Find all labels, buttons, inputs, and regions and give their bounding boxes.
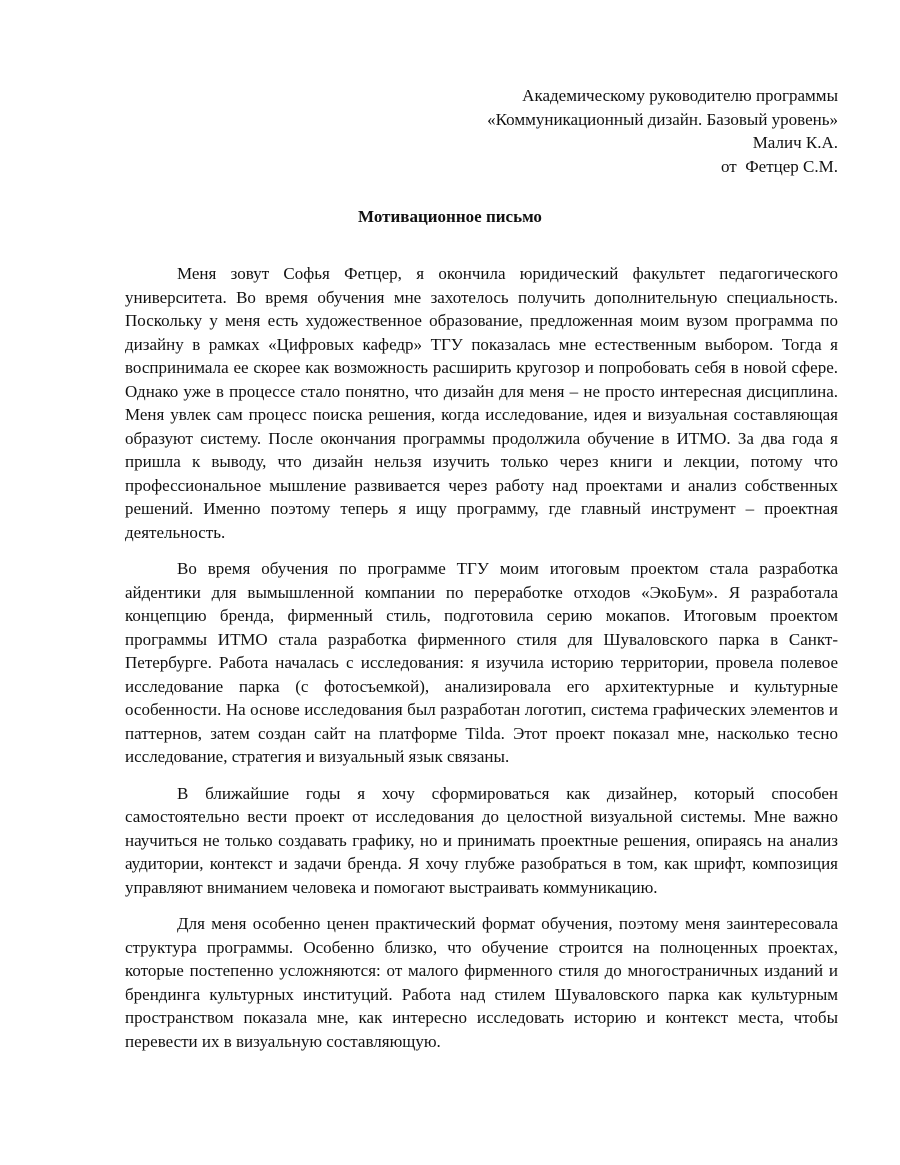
paragraph: Для меня особенно ценен практический формат обучения, поэтому меня заинтересовала структура программы. Особенно близко, что обучение строится на полноценных проектах, которые постепенно усложняются: от малого фирменного стиля до многостраничных изданий и брендинга культурных институций. Работа над стилем Шуваловского парка как культурным пространством показала мне, как интересно исследовать историю и контекст места, чтобы перевести их в визуальную составляющую. (125, 914, 838, 1051)
letter-body (125, 262, 838, 1066)
document-title: Мотивационное письмо (358, 207, 542, 226)
paragraph: Во время обучения по программе ТГУ моим итоговым проектом стала разработка айдентики для вымышленной компании по переработке отходов «ЭкоБум». Я разработала концепцию бренда, фирменный стиль, подготовила серию мокапов. Итоговым проектом программы ИТМО стала разработка фирменного стиля для Шуваловского парка в Санкт-Петербурге. Работа началась с исследования: я изучила историю территории, провела полевое исследование парка (с фотосъемкой), анализировала его архитектурные и культурные особенности. На основе исследования был разработан логотип, система графических элементов и паттернов, затем создан сайт на платформе Tilda. Этот проект показал мне, насколько тесно исследование, стратегия и визуальный язык связаны. (125, 559, 838, 766)
sender-line: от Фетцер С.М. (721, 156, 838, 176)
paragraph: В ближайшие годы я хочу сформироваться как дизайнер, который способен самостоятельно вести проект от исследования до целостной визуальной системы. Мне важно научиться не только создавать графику, но и принимать проектные решения, опираясь на анализ аудитории, контекст и задачи бренда. Я хочу глубже разобраться в том, как шрифт, композиция управляют вниманием человека и помогают выстраивать коммуникацию. (125, 783, 838, 897)
addressee-block (318, 84, 838, 178)
addressee-line: Академическому руководителю программы (522, 86, 838, 105)
paragraph: Меня зовут Софья Фетцер, я окончила юридический факультет педагогического университета. Во время обучения мне захотелось получить дополнительную специальность. Поскольку у меня есть художественное образование, предложенная моим вузом программа по дизайну в рамках «Цифровых кафедр» ТГУ показалась мне естественным выбором. Тогда я воспринимала ее скорее как возможность расширить кругозор и попробовать себя в новой сфере. Однако уже в процессе стало понятно, что дизайн для меня – не просто интересная дисциплина. Меня увлек сам процесс поиска решения, когда исследование, идея и визуальная составляющая образуют систему. После окончания программы продолжила обучение в ИТМО. За два года я пришла к выводу, что дизайн нельзя изучить только через книги и лекции, потому что профессиональное мышление развивается через работу над проектами и анализ собственных решений. Именно поэтому теперь я ищу программу, где главный инструмент – проектная деятельность. (125, 264, 838, 542)
addressee-line: «Коммуникационный дизайн. Базовый уровень» (487, 109, 838, 129)
addressee-name: Малич К.А. (752, 133, 838, 152)
